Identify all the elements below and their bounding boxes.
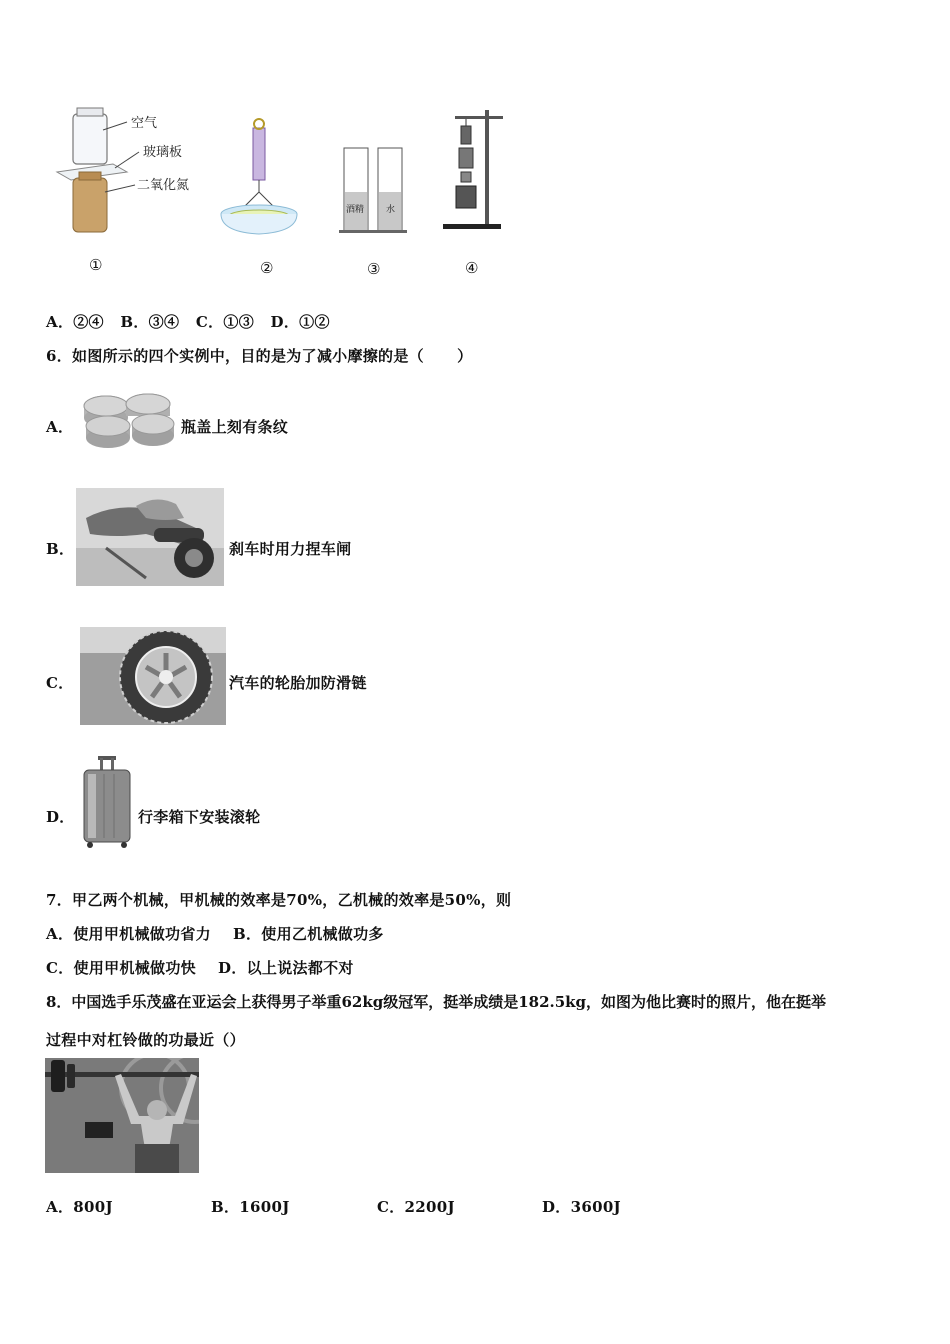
figure-number-2: ② xyxy=(260,259,274,277)
q7-options-line1: A．使用甲机械做功省力 B．使用乙机械做功多 xyxy=(46,925,384,943)
q8-stem-line1: 8．中国选手乐茂盛在亚运会上获得男子举重62kg级冠军，挺举成绩是182.5kg，如图为他比赛时的照片，他在挺举 xyxy=(46,993,827,1011)
q6-option-a-text: 瓶盖上刻有条纹 xyxy=(181,418,289,436)
q8-option-b: B．1600J xyxy=(211,1198,290,1216)
q8-stem-line2: 过程中对杠铃做的功最近（） xyxy=(46,1031,245,1049)
label-water: 水 xyxy=(386,205,396,215)
q6-stem: 6．如图所示的四个实例中，目的是为了减小摩擦的是（ ） xyxy=(46,347,473,365)
suitcase-icon xyxy=(78,756,136,850)
q6-option-c-text: 汽车的轮胎加防滑链 xyxy=(229,674,367,692)
q6-option-d-letter: D． xyxy=(46,808,75,826)
label-no2: 二氧化氮 xyxy=(137,178,190,193)
spring-scale-figure xyxy=(221,119,297,234)
label-air: 空气 xyxy=(131,116,158,131)
figure-number-1: ① xyxy=(89,256,103,274)
label-glass-plate: 玻璃板 xyxy=(143,145,183,160)
gas-diffusion-figure xyxy=(57,108,189,232)
lead-blocks-figure xyxy=(443,110,503,229)
label-alcohol: 酒精 xyxy=(346,205,365,215)
q6-option-b-letter: B． xyxy=(46,540,75,558)
q6-option-b-text: 刹车时用力捏车闸 xyxy=(229,540,352,558)
q7-stem: 7．甲乙两个机械，甲机械的效率是70%，乙机械的效率是50%，则 xyxy=(46,891,512,909)
tire-chain-icon xyxy=(80,627,226,725)
weightlifter-photo-icon xyxy=(45,1058,199,1173)
q5-options: A．②④ B．③④ C．①③ D．①② xyxy=(46,313,330,331)
brake-lever-icon xyxy=(76,488,224,586)
q5-figures xyxy=(55,100,525,290)
cylinders-figure xyxy=(339,148,407,233)
q6-option-d-text: 行李箱下安装滚轮 xyxy=(138,808,261,826)
q6-option-a-letter: A． xyxy=(46,418,74,436)
q6-option-c-letter: C． xyxy=(46,674,74,692)
figure-number-3: ③ xyxy=(367,260,381,278)
bottle-caps-icon xyxy=(78,382,178,454)
q7-options-line2: C．使用甲机械做功快 D．以上说法都不对 xyxy=(46,959,354,977)
q8-option-a: A．800J xyxy=(46,1198,113,1216)
q8-option-c: C．2200J xyxy=(377,1198,455,1216)
q8-option-d: D．3600J xyxy=(542,1198,621,1216)
figure-number-4: ④ xyxy=(465,259,479,277)
